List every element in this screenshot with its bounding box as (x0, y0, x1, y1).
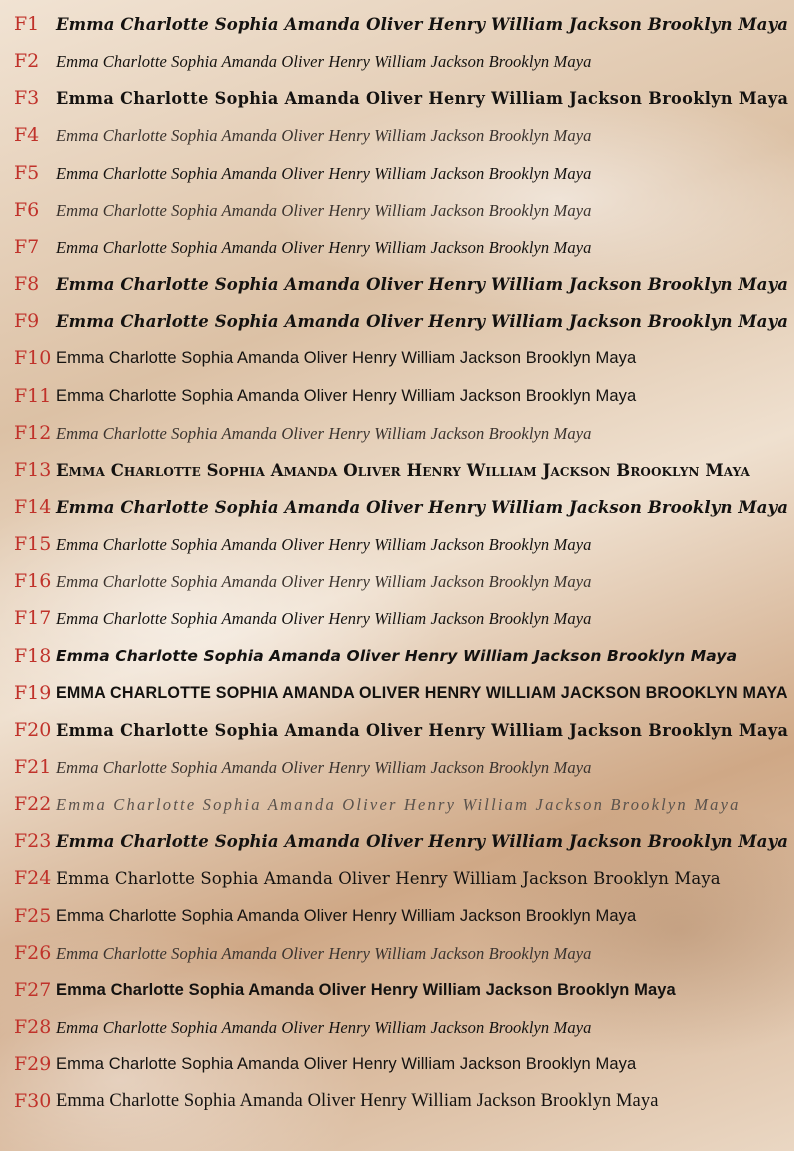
font-row (0, 378, 794, 415)
font-number-label: F23 (14, 830, 52, 853)
font-number-label: F16 (14, 570, 52, 593)
font-sample-text: Emma Charlotte Sophia Amanda Oliver Henry William Jackson Brooklyn Maya (56, 906, 637, 925)
font-number-label: F6 (14, 198, 40, 221)
font-number-label: F4 (14, 124, 40, 147)
font-sample-text: Emma Charlotte Sophia Amanda Oliver Henry William Jackson Brooklyn Maya (56, 15, 789, 34)
font-number-label: F20 (14, 718, 52, 741)
font-number-label: F12 (14, 421, 52, 444)
font-row (0, 860, 794, 897)
font-row (0, 600, 794, 637)
font-number-label: F5 (14, 161, 40, 184)
font-sample-text: Emma Charlotte Sophia Amanda Oliver Henry William Jackson Brooklyn Maya (56, 832, 789, 852)
font-sample-text: Emma Charlotte Sophia Amanda Oliver Henry William Jackson Brooklyn Maya (56, 535, 592, 555)
font-sample-text: Emma Charlotte Sophia Amanda Oliver Henry William Jackson Brooklyn Maya (56, 423, 592, 443)
font-number-label: F21 (14, 756, 52, 778)
font-row (0, 43, 794, 80)
font-number-label: F3 (14, 87, 40, 110)
font-number-label: F15 (14, 533, 52, 556)
font-row (0, 638, 794, 675)
font-sample-text: Emma Charlotte Sophia Amanda Oliver Henry William Jackson Brooklyn Maya (56, 795, 741, 815)
font-number-label: F10 (14, 347, 52, 370)
font-number-label: F26 (14, 941, 52, 964)
font-number-label: F25 (14, 904, 52, 927)
font-sample-text: Emma Charlotte Sophia Amanda Oliver Henry William Jackson Brooklyn Maya (56, 1018, 592, 1038)
font-sample-text: Emma Charlotte Sophia Amanda Oliver Henry William Jackson Brooklyn Maya (56, 869, 721, 889)
font-number-label: F24 (14, 867, 52, 890)
font-row (0, 155, 794, 192)
font-number-label: F17 (14, 607, 52, 630)
font-row (0, 229, 794, 266)
font-number-label: F11 (14, 384, 52, 407)
font-row (0, 972, 794, 1009)
font-sample-text: Emma Charlotte Sophia Amanda Oliver Henry William Jackson Brooklyn Maya (56, 126, 592, 146)
font-sample-text: Emma Charlotte Sophia Amanda Oliver Henry William Jackson Brooklyn Maya (56, 349, 637, 368)
font-number-label: F30 (14, 1090, 52, 1113)
font-sample-text: Emma Charlotte Sophia Amanda Oliver Henry William Jackson Brooklyn Maya (56, 720, 789, 740)
font-row (0, 489, 794, 526)
font-row (0, 786, 794, 823)
font-row (0, 1046, 794, 1083)
font-number-label: F9 (14, 310, 40, 333)
font-number-label: F7 (14, 235, 40, 258)
font-number-label: F22 (14, 793, 52, 816)
font-sample-text: Emma Charlotte Sophia Amanda Oliver Henry William Jackson Brooklyn Maya (56, 572, 592, 592)
font-row (0, 823, 794, 860)
font-row (0, 526, 794, 563)
font-row (0, 452, 794, 489)
font-number-label: F29 (14, 1053, 52, 1076)
font-sample-text: Emma Charlotte Sophia Amanda Oliver Henry William Jackson Brooklyn Maya (56, 758, 592, 777)
font-sample-text: Emma Charlotte Sophia Amanda Oliver Henry William Jackson Brooklyn Maya (56, 89, 789, 109)
font-sample-text: Emma Charlotte Sophia Amanda Oliver Henry William Jackson Brooklyn Maya (56, 312, 789, 332)
font-row (0, 1009, 794, 1046)
font-row (0, 415, 794, 452)
font-number-label: F8 (14, 273, 40, 296)
font-number-label: F28 (14, 1016, 52, 1039)
font-number-label: F19 (14, 681, 52, 704)
font-sample-text: Emma Charlotte Sophia Amanda Oliver Henry William Jackson Brooklyn Maya (56, 386, 637, 405)
font-row (0, 303, 794, 340)
font-row (0, 192, 794, 229)
font-row (0, 749, 794, 786)
font-sample-text: Emma Charlotte Sophia Amanda Oliver Henry William Jackson Brooklyn Maya (56, 980, 676, 999)
font-sample-text: Emma Charlotte Sophia Amanda Oliver Henry William Jackson Brooklyn Maya (56, 646, 738, 665)
font-row (0, 712, 794, 749)
font-sample-text: Emma Charlotte Sophia Amanda Oliver Henry William Jackson Brooklyn Maya (56, 460, 750, 480)
font-row (0, 563, 794, 600)
font-number-label: F13 (14, 458, 52, 481)
font-row (0, 340, 794, 377)
font-sample-text: Emma Charlotte Sophia Amanda Oliver Henry William Jackson Brooklyn Maya (56, 52, 592, 72)
font-sample-text: Emma Charlotte Sophia Amanda Oliver Henry William Jackson Brooklyn Maya (56, 609, 592, 629)
font-number-label: F14 (14, 495, 52, 518)
font-row (0, 266, 794, 303)
font-sample-text: Emma Charlotte Sophia Amanda Oliver Henry William Jackson Brooklyn Maya (56, 1091, 659, 1112)
font-number-label: F2 (14, 50, 40, 73)
font-sample-text: EMMA CHARLOTTE SOPHIA AMANDA OLIVER HENRY WILLIAM JACKSON BROOKLYN MAYA (56, 683, 788, 702)
font-row (0, 6, 794, 43)
font-sample-text: Emma Charlotte Sophia Amanda Oliver Henry William Jackson Brooklyn Maya (56, 275, 789, 295)
font-sample-text: Emma Charlotte Sophia Amanda Oliver Henry William Jackson Brooklyn Maya (56, 1055, 637, 1074)
font-row (0, 80, 794, 117)
font-number-label: F1 (14, 13, 40, 35)
font-sample-text: Emma Charlotte Sophia Amanda Oliver Henry William Jackson Brooklyn Maya (56, 200, 592, 220)
font-row (0, 1083, 794, 1120)
font-number-label: F27 (14, 978, 52, 1001)
font-row (0, 935, 794, 972)
font-row (0, 898, 794, 935)
font-sample-text: Emma Charlotte Sophia Amanda Oliver Henry William Jackson Brooklyn Maya (56, 237, 592, 257)
font-sample-text: Emma Charlotte Sophia Amanda Oliver Henry William Jackson Brooklyn Maya (56, 163, 592, 183)
font-row (0, 117, 794, 154)
font-row (0, 675, 794, 712)
font-sample-text: Emma Charlotte Sophia Amanda Oliver Henry William Jackson Brooklyn Maya (56, 497, 789, 517)
font-number-label: F18 (14, 644, 52, 667)
font-sample-text: Emma Charlotte Sophia Amanda Oliver Henry William Jackson Brooklyn Maya (56, 943, 592, 963)
